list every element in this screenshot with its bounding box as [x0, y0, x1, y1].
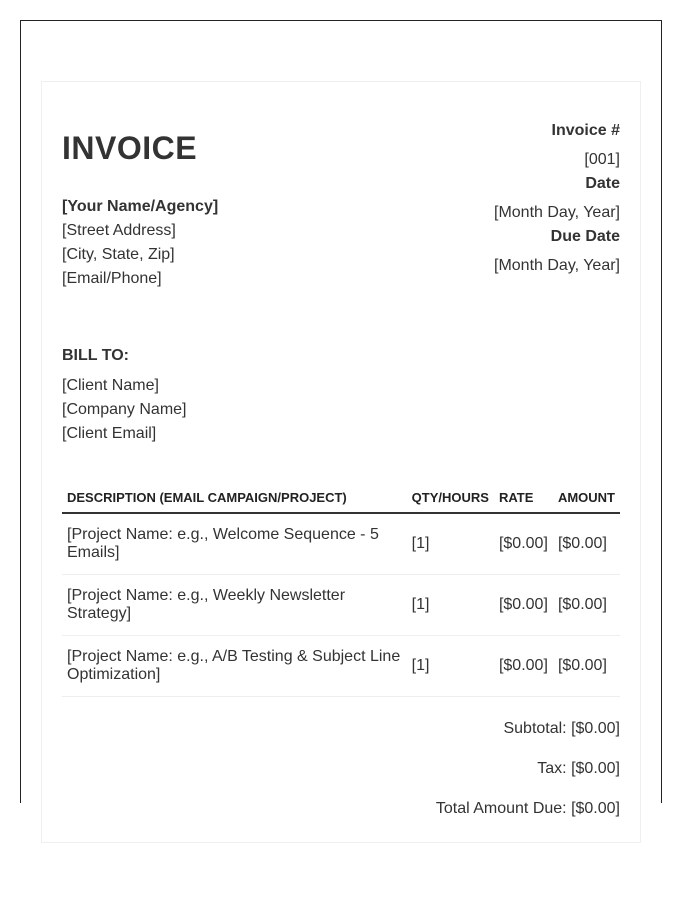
- row-description: [Project Name: e.g., Weekly Newsletter Strategy]: [62, 575, 407, 636]
- row-amount: [$0.00]: [553, 636, 620, 697]
- row-amount: [$0.00]: [553, 513, 620, 575]
- table-row: [62, 513, 620, 575]
- sender-city: [City, State, Zip]: [62, 246, 175, 263]
- document-frame: [20, 20, 662, 817]
- sender-block: [62, 195, 218, 291]
- invoice-title: INVOICE: [62, 130, 198, 166]
- due-date: [Month Day, Year]: [494, 257, 620, 274]
- row-qty: [1]: [407, 513, 494, 575]
- sender-street: [Street Address]: [62, 222, 176, 239]
- client-email: [Client Email]: [62, 425, 157, 442]
- client-company: [Company Name]: [62, 401, 187, 418]
- row-qty: [1]: [407, 575, 494, 636]
- table-header-row: [62, 482, 620, 513]
- header-rate: RATE: [494, 482, 553, 513]
- row-rate: [$0.00]: [494, 636, 553, 697]
- row-amount: [$0.00]: [553, 575, 620, 636]
- header-qty: QTY/HOURS: [407, 482, 494, 513]
- total-amount-due: Total Amount Due: [$0.00]: [435, 800, 620, 817]
- subtotal: Subtotal: [$0.00]: [503, 720, 620, 737]
- table-row: [62, 636, 620, 697]
- invoice-sheet: [41, 81, 641, 843]
- invoice-meta: [494, 119, 620, 278]
- invoice-date-label: Date: [585, 175, 620, 192]
- due-date-label: Due Date: [550, 228, 620, 245]
- header-amount: AMOUNT: [553, 482, 620, 513]
- invoice-number: [001]: [584, 151, 620, 168]
- row-qty: [1]: [407, 636, 494, 697]
- bill-to-label: BILL TO:: [62, 347, 129, 364]
- client-name: [Client Name]: [62, 377, 159, 394]
- row-rate: [$0.00]: [494, 513, 553, 575]
- invoice-number-label: Invoice #: [551, 122, 620, 139]
- row-description: [Project Name: e.g., Welcome Sequence - 5 Emails]: [62, 513, 407, 575]
- sender-contact: [Email/Phone]: [62, 270, 162, 287]
- invoice-date: [Month Day, Year]: [494, 204, 620, 221]
- tax: Tax: [$0.00]: [537, 760, 620, 777]
- table-row: [62, 575, 620, 636]
- sender-name: [Your Name/Agency]: [62, 198, 219, 215]
- row-description: [Project Name: e.g., A/B Testing & Subject Line Optimization]: [62, 636, 407, 697]
- totals-block: [436, 718, 620, 838]
- header-description: DESCRIPTION (EMAIL CAMPAIGN/PROJECT): [62, 482, 407, 513]
- bill-to-block: [62, 374, 187, 446]
- line-items-table: [62, 482, 620, 697]
- row-rate: [$0.00]: [494, 575, 553, 636]
